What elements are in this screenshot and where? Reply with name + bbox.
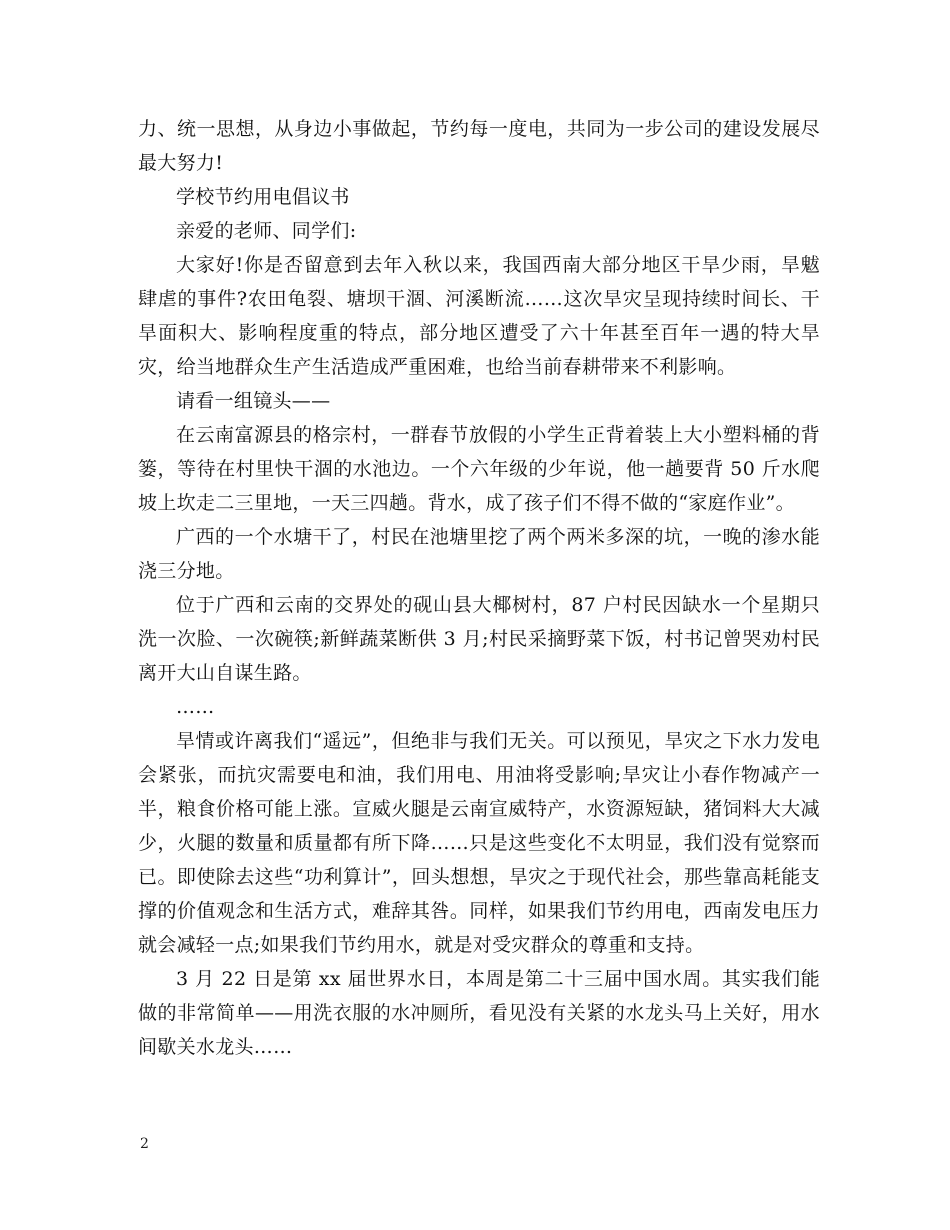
paragraph: 旱情或许离我们“遥远”，但绝非与我们无关。可以预见，旱灾之下水力发电会紧张，而抗灾需要电和油，我们用电、用油将受影响;旱灾让小春作物减产一半，粮食价格可能上涨。宣威火腿是云南宣威特产，水资源短缺，猪饲料大大减少，火腿的数量和质量都有所下降……只是这些变化不太明显，我们没有觉察而已。即使除去这些“功利算计”，回头想想，旱灾之于现代社会，那些靠高耗能支撑的价值观念和生活方式，难辞其咎。同样，如果我们节约用电，西南发电压力就会减轻一点;如果我们节约用水，就是对受灾群众的尊重和支持。 [138,730,820,956]
document-title: 学校节约用电倡议书 [176,186,350,208]
paragraph-continuation: 力、统一思想，从身边小事做起，节约每一度电，共同为一步公司的建设发展尽最大努力! [138,118,820,174]
ellipsis-line: …… [176,696,215,718]
page-number: 2 [140,1136,149,1152]
salutation: 亲爱的老师、同学们: [176,220,357,242]
paragraph: 位于广西和云南的交界处的砚山县大椰树村，87 户村民因缺水一个星期只洗一次脸、一次碗筷;新鲜蔬菜断供 3 月;村民采摘野菜下饭，村书记曾哭劝村民离开大山自谋生路。 [138,594,820,684]
paragraph: 3 月 22 日是第 xx 届世界水日，本周是第二十三届中国水周。其实我们能做的非常简单——用洗衣服的水冲厕所，看见没有关紧的水龙头马上关好，用水间歇关水龙头…… [138,968,820,1058]
paragraph: 广西的一个水塘干了，村民在池塘里挖了两个两米多深的坑，一晚的渗水能浇三分地。 [138,526,820,582]
paragraph: 请看一组镜头—— [176,390,331,412]
document-body [138,112,820,1064]
paragraph: 在云南富源县的格宗村，一群春节放假的小学生正背着装上大小塑料桶的背篓，等待在村里快干涸的水池边。一个六年级的少年说，他一趟要背 50 斤水爬坡上坎走二三里地，一天三四趟。背水，成了孩子们不得不做的“家庭作业”。 [138,424,820,514]
paragraph: 大家好!你是否留意到去年入秋以来，我国西南大部分地区干旱少雨，旱魃肆虐的事件?农田龟裂、塘坝干涸、河溪断流……这次旱灾呈现持续时间长、干旱面积大、影响程度重的特点，部分地区遭受了六十年甚至百年一遇的特大旱灾，给当地群众生产生活造成严重困难，也给当前春耕带来不利影响。 [138,254,820,378]
